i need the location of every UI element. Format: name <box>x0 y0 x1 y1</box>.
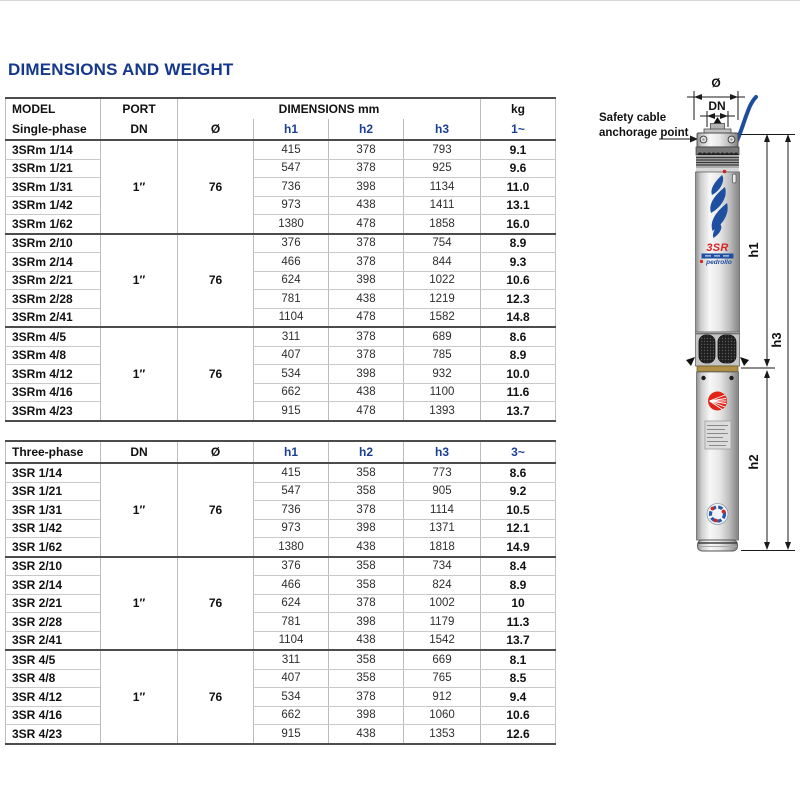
h1-cell: 624 <box>254 271 329 290</box>
h2-dim-label: h2 <box>746 454 761 470</box>
h2-cell: 358 <box>329 557 404 576</box>
page-top-rule <box>0 0 800 1</box>
model-cell: 3SRm 4/23 <box>6 402 101 421</box>
intake-arrow-left <box>686 357 695 366</box>
h2-cell: 378 <box>329 688 404 707</box>
h1-cell: 534 <box>254 688 329 707</box>
h3-cell: 689 <box>404 327 481 346</box>
table-row <box>6 613 556 632</box>
h3-cell: 1002 <box>404 594 481 613</box>
model-cell: 3SRm 1/14 <box>6 140 101 159</box>
kg-cell: 9.6 <box>481 159 556 178</box>
h1-cell: 915 <box>254 402 329 421</box>
h3-dim-label: h3 <box>769 332 784 348</box>
h3-dimension <box>769 134 791 550</box>
kg-cell: 10.5 <box>481 501 556 520</box>
h1-cell: 466 <box>254 576 329 595</box>
h2-cell: 438 <box>329 196 404 215</box>
kg-cell: 9.4 <box>481 688 556 707</box>
svg-text:pedrollo: pedrollo <box>706 259 732 266</box>
col-subheader-phase: 3~ <box>481 441 556 463</box>
kg-cell: 9.1 <box>481 140 556 159</box>
table-row <box>6 253 556 272</box>
h2-cell: 478 <box>329 215 404 234</box>
table-subheader-row <box>6 441 556 463</box>
h3-cell: 765 <box>404 669 481 688</box>
table-row <box>6 482 556 501</box>
table-row <box>6 196 556 215</box>
safety-cable-label-line1: Safety cable <box>599 112 667 124</box>
h1-cell: 466 <box>254 253 329 272</box>
h3-cell: 1542 <box>404 631 481 650</box>
kg-cell: 12.1 <box>481 519 556 538</box>
h1-dim-label: h1 <box>746 242 761 258</box>
col-subheader-dn: DN <box>101 441 178 463</box>
table-row <box>6 346 556 365</box>
diameter-cell: 76 <box>178 463 254 557</box>
model-cell: 3SR 4/5 <box>6 650 101 669</box>
bottom-cap <box>698 540 738 551</box>
h2-cell: 378 <box>329 346 404 365</box>
h1-cell: 662 <box>254 383 329 402</box>
h3-cell: 785 <box>404 346 481 365</box>
table-row <box>6 706 556 725</box>
model-cell: 3SRm 2/21 <box>6 271 101 290</box>
model-cell: 3SRm 1/62 <box>6 215 101 234</box>
table-header-row <box>6 98 556 119</box>
diameter-dim-label: Ø <box>711 76 721 90</box>
svg-text:3SR: 3SR <box>706 242 729 254</box>
kg-cell: 11.6 <box>481 383 556 402</box>
h2-cell: 398 <box>329 613 404 632</box>
model-cell: 3SR 2/10 <box>6 557 101 576</box>
h3-cell: 1022 <box>404 271 481 290</box>
col-header-dimensions: DIMENSIONS mm <box>178 98 481 119</box>
col-header-port: PORT <box>101 98 178 119</box>
col-subheader-diameter: Ø <box>178 119 254 140</box>
h3-cell: 1582 <box>404 308 481 327</box>
h2-cell: 358 <box>329 669 404 688</box>
h1-cell: 1104 <box>254 308 329 327</box>
diameter-cell: 76 <box>178 650 254 744</box>
h1-cell: 547 <box>254 159 329 178</box>
kg-cell: 11.0 <box>481 178 556 197</box>
diameter-cell: 76 <box>178 327 254 421</box>
kg-cell: 14.8 <box>481 308 556 327</box>
kg-cell: 11.3 <box>481 613 556 632</box>
col-subheader-h2: h2 <box>329 441 404 463</box>
h2-cell: 438 <box>329 290 404 309</box>
table-row <box>6 463 556 482</box>
table-row <box>6 688 556 707</box>
h3-cell: 1858 <box>404 215 481 234</box>
dimensions-table-single-phase <box>5 97 556 422</box>
kg-cell: 12.3 <box>481 290 556 309</box>
h2-cell: 358 <box>329 576 404 595</box>
table-row <box>6 178 556 197</box>
table-row <box>6 519 556 538</box>
model-cell: 3SRm 2/14 <box>6 253 101 272</box>
brass-ring <box>697 366 738 372</box>
model-cell: 3SR 4/8 <box>6 669 101 688</box>
h2-cell: 438 <box>329 383 404 402</box>
kg-cell: 8.9 <box>481 576 556 595</box>
kg-cell: 13.1 <box>481 196 556 215</box>
model-cell: 3SRm 2/41 <box>6 308 101 327</box>
h2-cell: 438 <box>329 631 404 650</box>
kg-cell: 10.6 <box>481 706 556 725</box>
h2-cell: 478 <box>329 402 404 421</box>
col-subheader-phase: 1~ <box>481 119 556 140</box>
h3-cell: 824 <box>404 576 481 595</box>
safety-cable-label <box>599 112 689 139</box>
kg-cell: 8.6 <box>481 327 556 346</box>
h2-cell: 478 <box>329 308 404 327</box>
diameter-cell: 76 <box>178 234 254 328</box>
col-subheader-h1: h1 <box>254 119 329 140</box>
model-cell: 3SR 1/42 <box>6 519 101 538</box>
table-row <box>6 725 556 744</box>
h2-cell: 398 <box>329 271 404 290</box>
col-subheader-phase-name: Single-phase <box>6 119 101 140</box>
diameter-cell: 76 <box>178 557 254 651</box>
table-row <box>6 594 556 613</box>
kg-cell: 13.7 <box>481 402 556 421</box>
port-cell: 1″ <box>101 234 178 328</box>
h3-cell: 925 <box>404 159 481 178</box>
table-row <box>6 402 556 421</box>
h1-cell: 415 <box>254 140 329 159</box>
h3-cell: 1219 <box>404 290 481 309</box>
h1-cell: 973 <box>254 519 329 538</box>
dimensions-table-three-phase <box>5 440 556 745</box>
port-cell: 1″ <box>101 463 178 557</box>
model-cell: 3SRm 2/10 <box>6 234 101 253</box>
kg-cell: 13.7 <box>481 631 556 650</box>
h2-cell: 398 <box>329 178 404 197</box>
kg-cell: 8.9 <box>481 234 556 253</box>
h2-cell: 358 <box>329 650 404 669</box>
table-row <box>6 650 556 669</box>
col-header-kg: kg <box>481 98 556 119</box>
h1-cell: 376 <box>254 234 329 253</box>
h2-cell: 378 <box>329 253 404 272</box>
h1-cell: 407 <box>254 346 329 365</box>
h1-cell: 407 <box>254 669 329 688</box>
h1-cell: 781 <box>254 290 329 309</box>
h2-cell: 378 <box>329 159 404 178</box>
h1-cell: 415 <box>254 463 329 482</box>
model-cell: 3SRm 1/21 <box>6 159 101 178</box>
table-row <box>6 271 556 290</box>
h3-cell: 1411 <box>404 196 481 215</box>
dimension-extension-lines <box>741 135 795 551</box>
col-subheader-diameter: Ø <box>178 441 254 463</box>
kg-cell: 10 <box>481 594 556 613</box>
suction-strainer <box>696 332 740 366</box>
col-subheader-h3: h3 <box>404 119 481 140</box>
h2-cell: 378 <box>329 501 404 520</box>
model-cell: 3SRm 4/12 <box>6 365 101 384</box>
h1-cell: 376 <box>254 557 329 576</box>
h1-cell: 547 <box>254 482 329 501</box>
port-cell: 1″ <box>101 650 178 744</box>
h2-cell: 378 <box>329 234 404 253</box>
dn-dim-label: DN <box>708 99 726 113</box>
model-cell: 3SRm 4/5 <box>6 327 101 346</box>
table-row <box>6 159 556 178</box>
table-row <box>6 669 556 688</box>
table-row <box>6 308 556 327</box>
model-cell: 3SR 2/41 <box>6 631 101 650</box>
h1-cell: 662 <box>254 706 329 725</box>
cable-guard-ribs <box>696 147 739 172</box>
h3-cell: 734 <box>404 557 481 576</box>
table-row <box>6 631 556 650</box>
table-row <box>6 215 556 234</box>
h3-cell: 1393 <box>404 402 481 421</box>
diameter-dimension <box>687 76 745 120</box>
model-cell: 3SR 2/21 <box>6 594 101 613</box>
h1-cell: 311 <box>254 650 329 669</box>
col-subheader-h2: h2 <box>329 119 404 140</box>
h1-cell: 915 <box>254 725 329 744</box>
col-header-model: MODEL <box>6 98 101 119</box>
h3-cell: 1353 <box>404 725 481 744</box>
motor-logo-red <box>708 392 727 411</box>
kg-cell: 8.5 <box>481 669 556 688</box>
kg-cell: 16.0 <box>481 215 556 234</box>
h3-cell: 1818 <box>404 538 481 557</box>
model-cell: 3SRm 2/28 <box>6 290 101 309</box>
h3-cell: 1100 <box>404 383 481 402</box>
h3-cell: 773 <box>404 463 481 482</box>
model-cell: 3SR 1/62 <box>6 538 101 557</box>
kg-cell: 8.1 <box>481 650 556 669</box>
model-cell: 3SRm 4/16 <box>6 383 101 402</box>
model-cell: 3SRm 1/31 <box>6 178 101 197</box>
swoosh-red-star <box>723 170 727 174</box>
h2-cell: 398 <box>329 519 404 538</box>
port-cell: 1″ <box>101 140 178 234</box>
model-cell: 3SR 2/14 <box>6 576 101 595</box>
h2-cell: 378 <box>329 140 404 159</box>
model-cell: 3SR 1/14 <box>6 463 101 482</box>
h3-cell: 754 <box>404 234 481 253</box>
h2-cell: 358 <box>329 482 404 501</box>
h3-cell: 1114 <box>404 501 481 520</box>
model-cell: 3SRm 4/8 <box>6 346 101 365</box>
table-row <box>6 576 556 595</box>
model-cell: 3SR 4/12 <box>6 688 101 707</box>
col-subheader-h3: h3 <box>404 441 481 463</box>
kg-cell: 12.6 <box>481 725 556 744</box>
h3-cell: 932 <box>404 365 481 384</box>
h3-cell: 905 <box>404 482 481 501</box>
h1-cell: 534 <box>254 365 329 384</box>
col-subheader-h1: h1 <box>254 441 329 463</box>
port-cell: 1″ <box>101 327 178 421</box>
model-cell: 3SR 1/31 <box>6 501 101 520</box>
h1-cell: 311 <box>254 327 329 346</box>
safety-cable-label-line2: anchorage point <box>599 127 689 139</box>
power-cable <box>736 97 756 143</box>
diameter-cell: 76 <box>178 140 254 234</box>
intake-arrow-right <box>740 357 749 366</box>
table-row <box>6 234 556 253</box>
h3-cell: 844 <box>404 253 481 272</box>
h3-cell: 1060 <box>404 706 481 725</box>
table-row <box>6 290 556 309</box>
h2-cell: 378 <box>329 594 404 613</box>
table-row <box>6 501 556 520</box>
h3-cell: 793 <box>404 140 481 159</box>
h3-cell: 1134 <box>404 178 481 197</box>
rating-plate <box>705 421 731 449</box>
kg-cell: 14.9 <box>481 538 556 557</box>
col-subheader-phase-name: Three-phase <box>6 441 101 463</box>
table-row <box>6 140 556 159</box>
h1-cell: 1380 <box>254 215 329 234</box>
kg-cell: 10.0 <box>481 365 556 384</box>
h2-cell: 398 <box>329 365 404 384</box>
h1-cell: 736 <box>254 501 329 520</box>
page-title: DIMENSIONS AND WEIGHT <box>8 60 234 79</box>
h3-cell: 669 <box>404 650 481 669</box>
h2-cell: 358 <box>329 463 404 482</box>
pump-top-cap <box>697 124 738 148</box>
model-cell: 3SR 1/21 <box>6 482 101 501</box>
port-cell: 1″ <box>101 557 178 651</box>
h2-cell: 438 <box>329 725 404 744</box>
h2-cell: 438 <box>329 538 404 557</box>
h2-cell: 378 <box>329 327 404 346</box>
h3-cell: 912 <box>404 688 481 707</box>
h1-cell: 736 <box>254 178 329 197</box>
h2-cell: 398 <box>329 706 404 725</box>
model-cell: 3SR 4/16 <box>6 706 101 725</box>
table-row <box>6 383 556 402</box>
h1-cell: 1104 <box>254 631 329 650</box>
table-row <box>6 538 556 557</box>
table-row <box>6 327 556 346</box>
kg-cell: 8.9 <box>481 346 556 365</box>
col-subheader-dn: DN <box>101 119 178 140</box>
h1-cell: 973 <box>254 196 329 215</box>
motor-bottom-logo <box>707 504 728 525</box>
model-cell: 3SRm 1/42 <box>6 196 101 215</box>
h2-dimension <box>746 370 770 550</box>
h3-cell: 1179 <box>404 613 481 632</box>
h1-cell: 624 <box>254 594 329 613</box>
model-cell: 3SR 2/28 <box>6 613 101 632</box>
h1-dimension <box>746 134 770 367</box>
h1-cell: 1380 <box>254 538 329 557</box>
kg-cell: 9.2 <box>481 482 556 501</box>
h1-cell: 781 <box>254 613 329 632</box>
kg-cell: 8.4 <box>481 557 556 576</box>
table-subheader-row <box>6 119 556 140</box>
kg-cell: 8.6 <box>481 463 556 482</box>
h3-cell: 1371 <box>404 519 481 538</box>
model-cell: 3SR 4/23 <box>6 725 101 744</box>
pump-technical-drawing <box>595 70 800 565</box>
table-row <box>6 557 556 576</box>
table-row <box>6 365 556 384</box>
kg-cell: 9.3 <box>481 253 556 272</box>
kg-cell: 10.6 <box>481 271 556 290</box>
